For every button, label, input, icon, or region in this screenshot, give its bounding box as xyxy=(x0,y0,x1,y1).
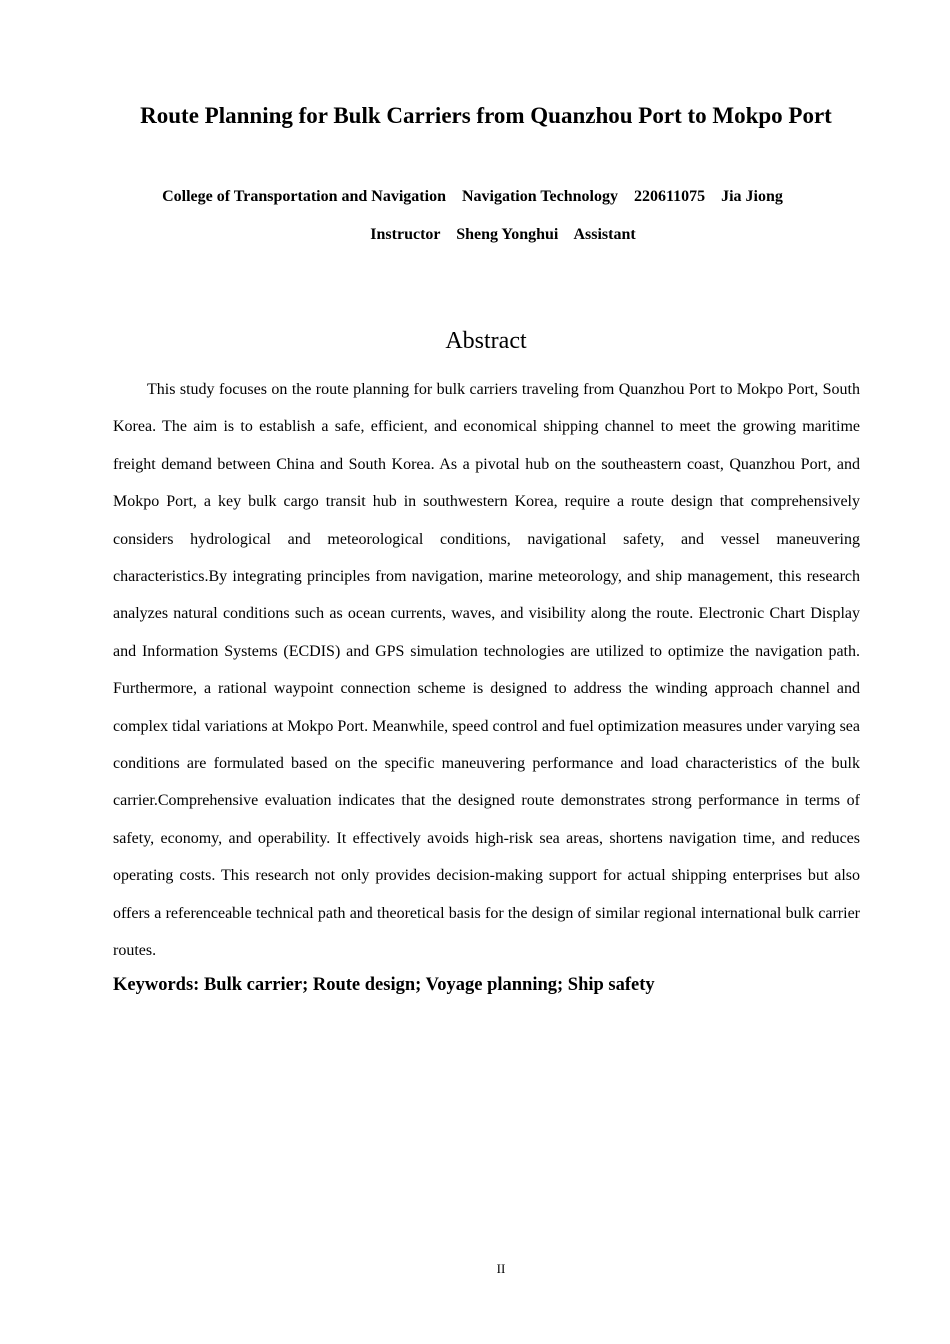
page-number: II xyxy=(496,1261,506,1276)
paper-title: Route Planning for Bulk Carriers from Quanzhou Port to Mokpo Port xyxy=(140,103,832,128)
abstract-heading: Abstract xyxy=(445,328,527,354)
abstract-body: This study focuses on the route planning for bulk carriers traveling from Quanzhou Port to Mokpo Port, South Korea. The aim is to establish a safe, efficient, and economical shipping channel to meet the growing maritime freight demand between China and South Korea. As a pivotal hub on the southeastern coast, Quanzhou Port, and Mokpo Port, a key bulk cargo transit hub in southwestern Korea, require a route design that comprehensively considers hydrological and meteorological conditions, navigational safety, and vessel maneuvering characteristics.By integrating principles from navigation, marine meteorology, and ship management, this research analyzes natural conditions such as ocean currents, waves, and visibility along the route. Electronic Chart Display and Information Systems (ECDIS) and GPS simulation technologies are utilized to optimize the navigation path. Furthermore, a rational waypoint connection scheme is designed to address the winding approach channel and complex tidal variations at Mokpo Port. Meanwhile, speed control and fuel optimization measures under varying sea conditions are formulated based on the specific maneuvering performance and load characteristics of the bulk carrier.Comprehensive evaluation indicates that the designed route demonstrates strong performance in terms of safety, economy, and operability. It effectively avoids high-risk sea areas, shortens navigation time, and reduces operating costs. This research not only provides decision-making support for actual shipping enterprises but also offers a referenceable technical path and theoretical basis for the design of similar regional international bulk carrier routes. xyxy=(113,381,860,960)
keywords-line: Keywords: Bulk carrier; Route design; Voyage planning; Ship safety xyxy=(113,975,655,995)
instructor-info: Instructor Sheng Yonghui Assistant xyxy=(370,226,636,243)
author-info: College of Transportation and Navigation Navigation Technology 220611075 Jia Jiong xyxy=(162,188,783,205)
